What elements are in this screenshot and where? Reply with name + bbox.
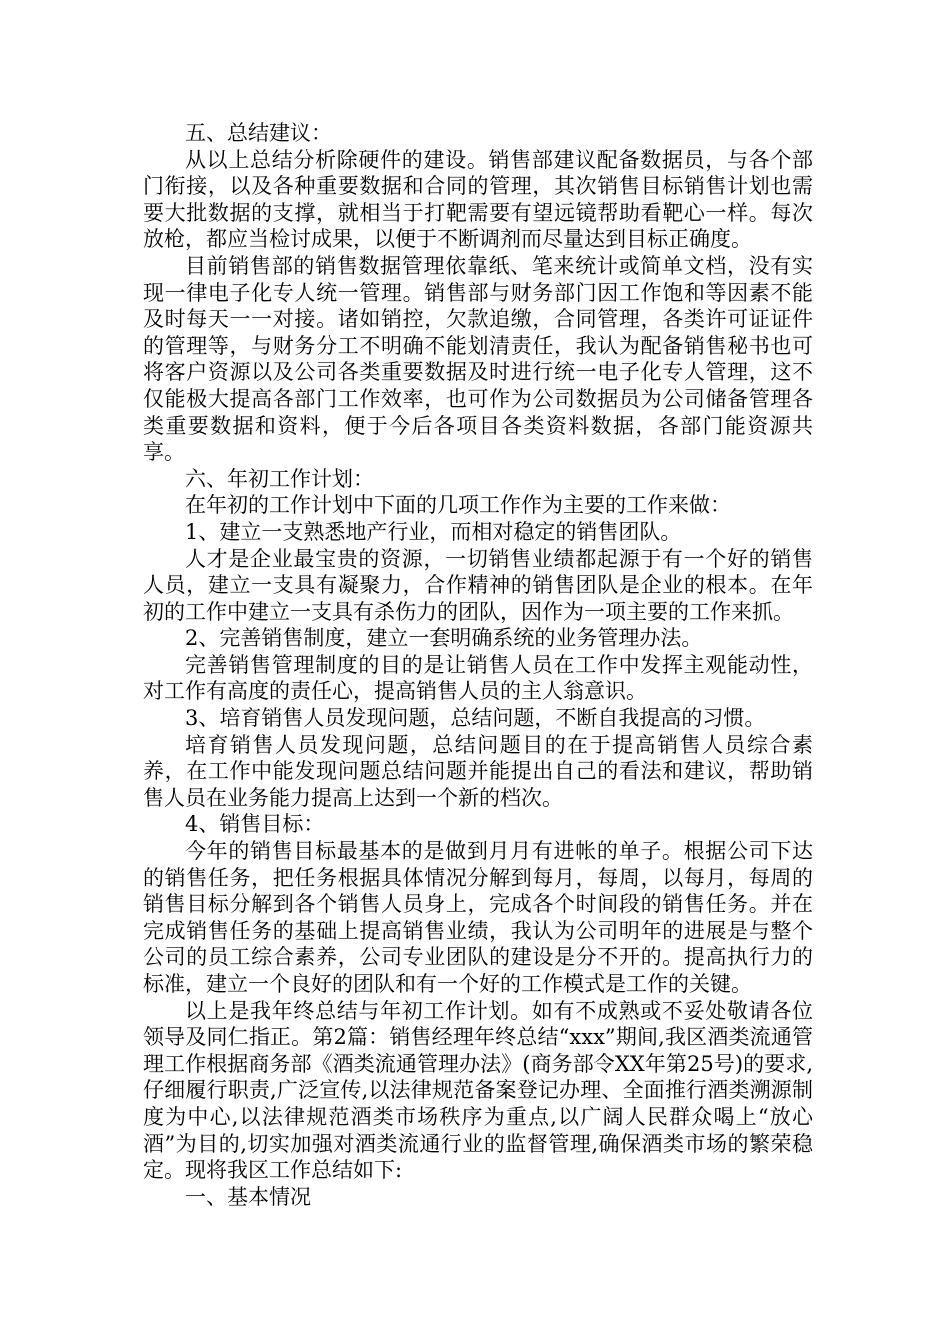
list-item-heading: 4、销售目标：	[185, 812, 325, 837]
paragraph: 今年的销售目标最基本的是做到月月有进帐的单子。根据公司下达的销售任务，把任务根据具体情况分解到每月，每周，以每月，每周的销售目标分解到各个销售人员身上，完成各个时间段的销售任务。并在完成销售任务的基础上提高销售业绩，我认为公司明年的进展是与整个公司的员工综合素养，公司专业团队的建设是分不开的。提高执行力的标准，建立一个良好的团队和有一个好的工作模式是工作的关键。	[143, 839, 813, 996]
paragraph: 完善销售管理制度的目的是让销售人员在工作中发挥主观能动性，对工作有高度的责任心，提高销售人员的主人翁意识。	[143, 652, 813, 704]
paragraph: 以上是我年终总结与年初工作计划。如有不成熟或不妥处敬请各位领导及同仁指正。第2篇：销售经理年终总结“xxx”期间,我区酒类流通管理工作根据商务部《酒类流通管理办法》(商务部令XX年第25号)的要求,仔细履行职责,广泛宣传,以法律规范备案登记办理、全面推行酒类溯源制度为中心,以法律规范酒类市场秩序为重点,以广阔人民群众喝上“放心酒”为目的,切实加强对酒类流通行业的监督管理,确保酒类市场的繁荣稳定。现将我区工作总结如下:	[143, 998, 813, 1183]
paragraph: 目前销售部的销售数据管理依靠纸、笔来统计或简单文档，没有实现一律电子化专人统一管理。销售部与财务部门因工作饱和等因素不能及时每天一一对接。诸如销控，欠款追缴，合同管理，各类许可证证件的管理等，与财务分工不明确不能划清责任，我认为配备销售秘书也可将客户资源以及公司各类重要数据及时进行统一电子化专人管理，这不仅能极大提高各部门工作效率，也可作为公司数据员为公司储备管理各类重要数据和资料，便于今后各项目各类资料数据，各部门能资源共享。	[143, 253, 813, 465]
paragraph: 培育销售人员发现问题，总结问题目的在于提高销售人员综合素养，在工作中能发现问题总结问题并能提出自己的看法和建议，帮助销售人员在业务能力提高上达到一个新的档次。	[143, 732, 813, 810]
list-item-heading: 2、完善销售制度，建立一套明确系统的业务管理办法。	[185, 626, 703, 651]
list-item-heading: 1、建立一支熟悉地产行业，而相对稳定的销售团队。	[185, 519, 682, 544]
list-item-heading: 3、培育销售人员发现问题，总结问题，不断自我提高的习惯。	[185, 706, 766, 731]
section-heading-5: 五、总结建议：	[185, 121, 332, 145]
document-page	[143, 120, 813, 1210]
paragraph: 人才是企业最宝贵的资源，一切销售业绩都起源于有一个好的销售人员，建立一支具有凝聚力，合作精神的销售团队是企业的根本。在年初的工作中建立一支具有杀伤力的团队，因作为一项主要的工作来抓。	[143, 546, 813, 624]
section-heading-1: 一、基本情况	[185, 1184, 311, 1209]
paragraph: 从以上总结分析除硬件的建设。销售部建议配备数据员，与各个部门衔接，以及各种重要数据和合同的管理，其次销售目标销售计划也需要大批数据的支撑，就相当于打靶需要有望远镜帮助看靶心一样。每次放枪，都应当检讨成果，以便于不断调剂而尽量达到目标正确度。	[143, 147, 813, 252]
section-heading-6: 六、年初工作计划：	[185, 466, 374, 491]
paragraph: 在年初的工作计划中下面的几项工作作为主要的工作来做：	[185, 493, 731, 518]
